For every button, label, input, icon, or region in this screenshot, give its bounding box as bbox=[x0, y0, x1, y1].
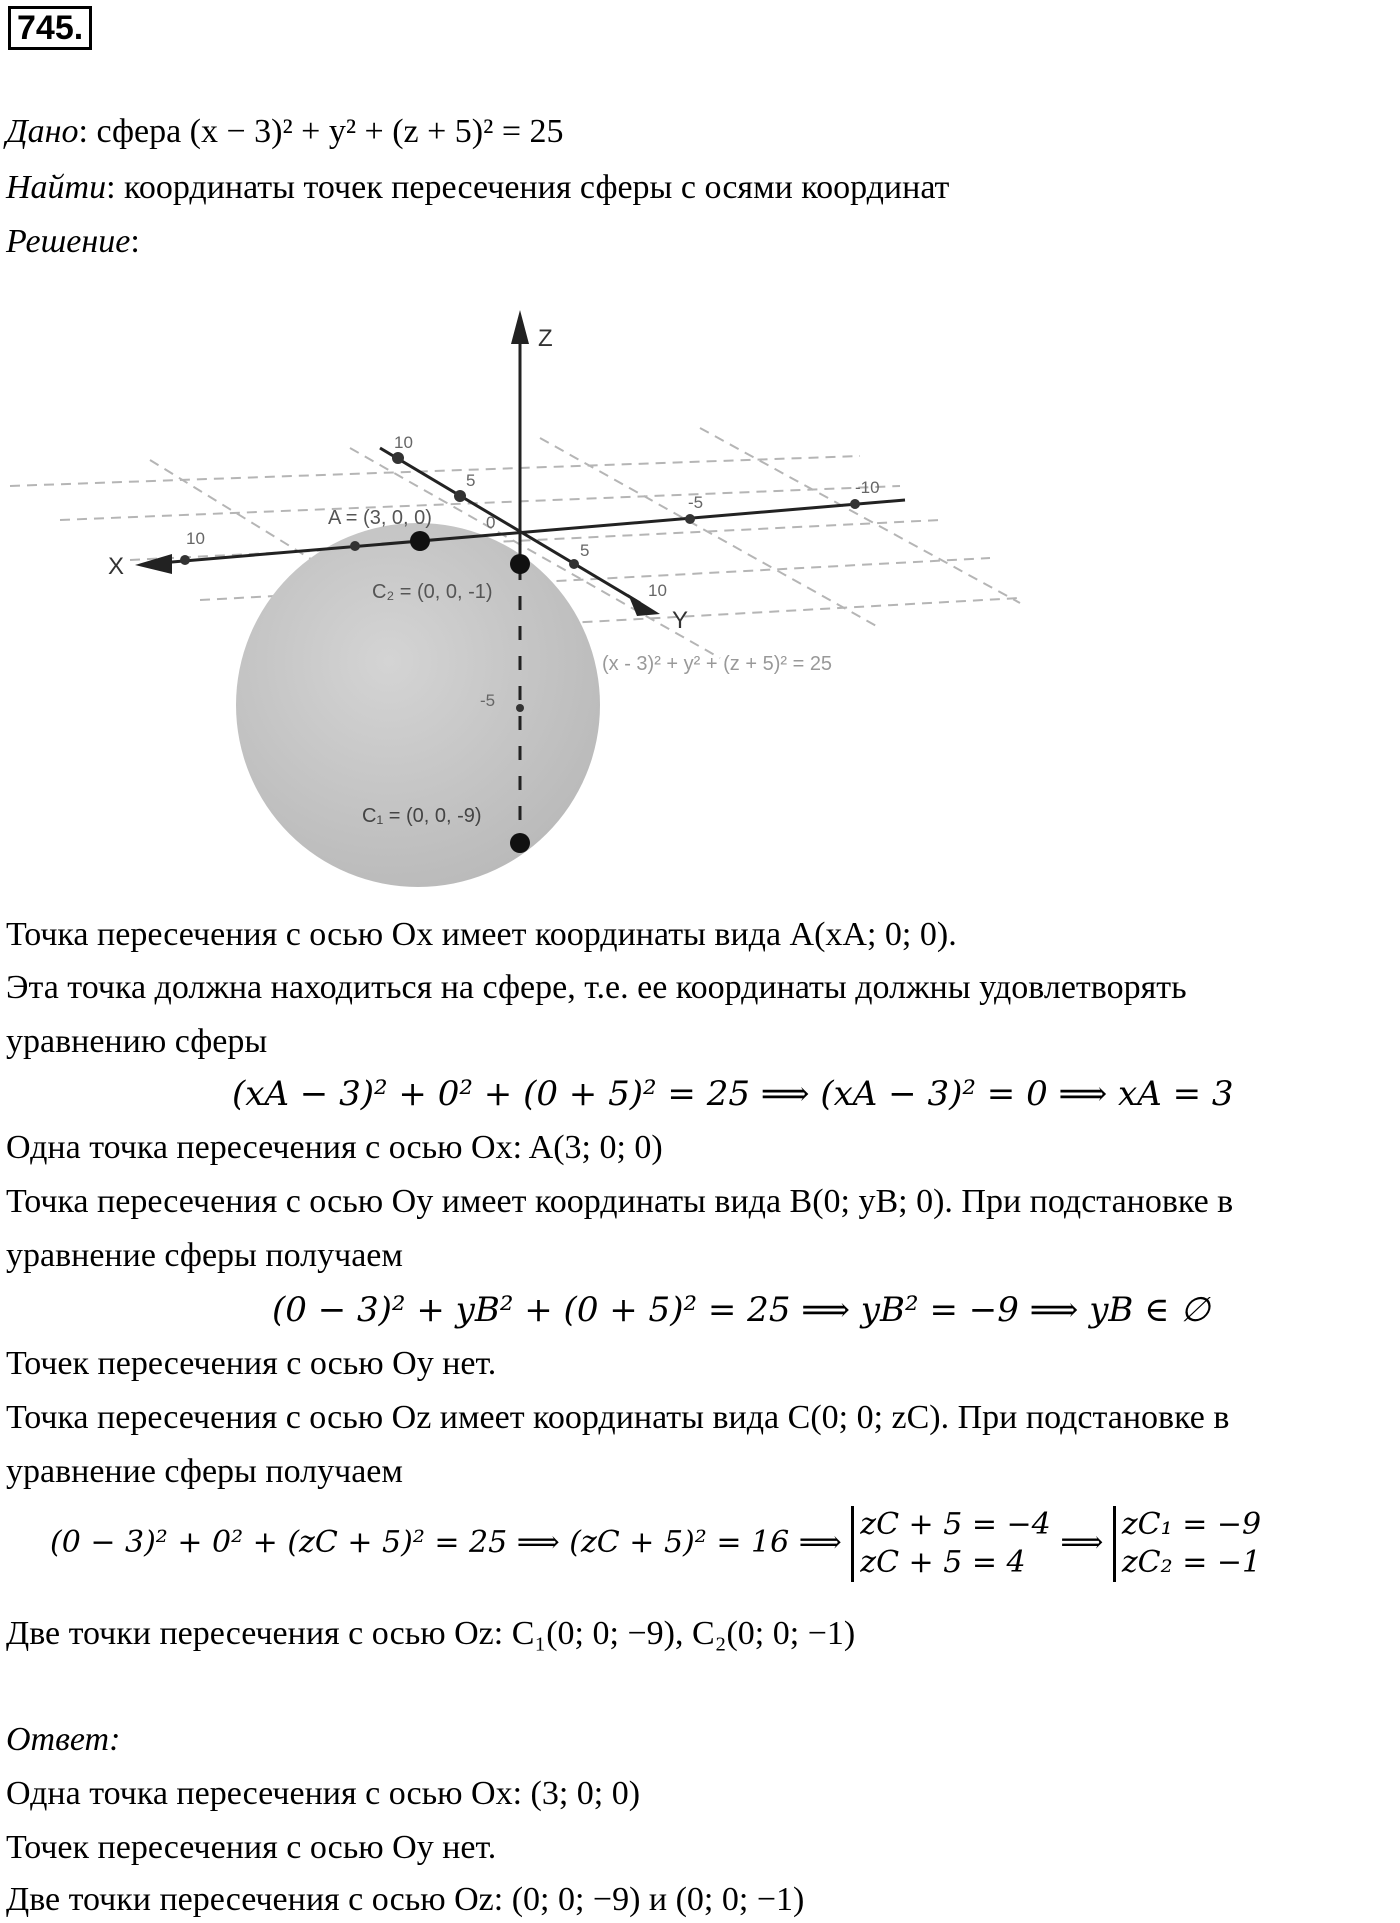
tick-x10 bbox=[180, 555, 190, 565]
equation-3 bbox=[50, 1506, 1261, 1582]
sphere-figure bbox=[0, 298, 1060, 898]
point-c2 bbox=[510, 554, 530, 574]
tick-x-5-label: -5 bbox=[688, 493, 704, 512]
answer-3: Две точки пересечения с осью Oz: (0; 0; −9) и (0; 0; −1) bbox=[6, 1881, 805, 1918]
answer-1: Одна точка пересечения с осью Ox: (3; 0; 0) bbox=[6, 1775, 641, 1812]
axis-z-label: Z bbox=[538, 325, 553, 352]
z-axis-arrow bbox=[511, 310, 529, 344]
equation-2: (0 − 3)² + yB² + (0 + 5)² = 25 ⟹ yB² = −9 ⟹ yB ∈ ∅ bbox=[272, 1290, 1210, 1330]
tick-y-5 bbox=[454, 490, 466, 502]
x-axis-arrow bbox=[135, 554, 172, 574]
point-c2-label: C₂ = (0, 0, -1) bbox=[372, 581, 493, 603]
tick-y-10 bbox=[392, 452, 404, 464]
tick-y-10-label: 10 bbox=[394, 433, 413, 452]
text-line-4: Одна точка пересечения с осью Ox: A(3; 0; 0) bbox=[6, 1129, 663, 1166]
tick-x-10-label: -10 bbox=[855, 478, 880, 497]
tick-y10-label: 10 bbox=[648, 581, 667, 600]
tick-z-5-label: -5 bbox=[480, 691, 496, 710]
equation-label: (x - 3)² + y² + (z + 5)² = 25 bbox=[602, 653, 833, 675]
equation-3-arrow: ⟹ bbox=[1060, 1525, 1104, 1560]
tick-x5 bbox=[350, 541, 360, 551]
system-2-row-a: zC₁ = −9 bbox=[1121, 1507, 1262, 1542]
solution-line bbox=[6, 222, 140, 262]
equation-3-system-1 bbox=[851, 1506, 1051, 1582]
given-label: Дано bbox=[6, 113, 79, 150]
point-c1-label: C₁ = (0, 0, -9) bbox=[362, 805, 482, 827]
tick-z-5 bbox=[516, 704, 524, 712]
find-label: Найти bbox=[6, 169, 107, 206]
system-1-row-a: zC + 5 = −4 bbox=[860, 1507, 1051, 1542]
equation-1: (xA − 3)² + 0² + (0 + 5)² = 25 ⟹ (xA − 3)² = 0 ⟹ xA = 3 bbox=[232, 1074, 1234, 1114]
tick-y5-label: 5 bbox=[580, 541, 590, 560]
axis-x-label: X bbox=[108, 553, 125, 580]
tick-x-10 bbox=[850, 499, 860, 509]
system-1-row-b: zC + 5 = 4 bbox=[860, 1545, 1026, 1580]
problem-number: 745. bbox=[8, 6, 92, 50]
answer-2: Точек пересечения с осью Oy нет. bbox=[6, 1829, 497, 1866]
equation-3-system-2 bbox=[1113, 1506, 1261, 1582]
point-c1 bbox=[510, 833, 530, 853]
text-line-3: уравнению сферы bbox=[6, 1023, 268, 1060]
text-line-5: Точка пересечения с осью Oy имеет координаты вида B(0; yB; 0). При подстановке в bbox=[6, 1183, 1234, 1220]
text-line-7: Точек пересечения с осью Oy нет. bbox=[6, 1345, 497, 1382]
find-text: : координаты точек пересечения сферы с осями координат bbox=[106, 169, 950, 206]
text-line-8: Точка пересечения с осью Oz имеет координаты вида C(0; 0; zC). При подстановке в bbox=[6, 1399, 1230, 1436]
solution-colon: : bbox=[130, 223, 140, 260]
sphere bbox=[236, 523, 600, 887]
find-line bbox=[6, 168, 949, 208]
text-line-10: Две точки пересечения с осью Oz: C₁(0; 0; −9), C₂(0; 0; −1) bbox=[6, 1615, 856, 1652]
origin-label: 0 bbox=[486, 513, 496, 532]
tick-y-5-label: 5 bbox=[466, 471, 476, 490]
tick-x10-label: 10 bbox=[186, 529, 205, 548]
point-a-label: A = (3, 0, 0) bbox=[328, 507, 432, 529]
axis-y-label: Y bbox=[672, 607, 689, 634]
text-line-2: Эта точка должна находиться на сфере, т.е. ее координаты должны удовлетворять bbox=[6, 969, 1187, 1006]
tick-y5 bbox=[569, 559, 579, 569]
system-2-row-b: zC₂ = −1 bbox=[1121, 1545, 1262, 1580]
text-line-6: уравнение сферы получаем bbox=[6, 1237, 403, 1274]
answer-label: Ответ: bbox=[6, 1721, 121, 1758]
equation-3-main: (0 − 3)² + 0² + (zC + 5)² = 25 ⟹ (zC + 5)² = 16 ⟹ bbox=[50, 1525, 842, 1560]
text-line-1: Точка пересечения с осью Ox имеет координаты вида A(xA; 0; 0). bbox=[6, 916, 957, 953]
given-text: : сфера (x − 3)² + y² + (z + 5)² = 25 bbox=[78, 113, 564, 150]
point-a bbox=[410, 531, 430, 551]
text-line-9: уравнение сферы получаем bbox=[6, 1453, 403, 1490]
given-line bbox=[6, 112, 564, 152]
tick-x-5 bbox=[685, 514, 695, 524]
x-axis bbox=[160, 500, 905, 563]
solution-label: Решение bbox=[6, 223, 131, 260]
